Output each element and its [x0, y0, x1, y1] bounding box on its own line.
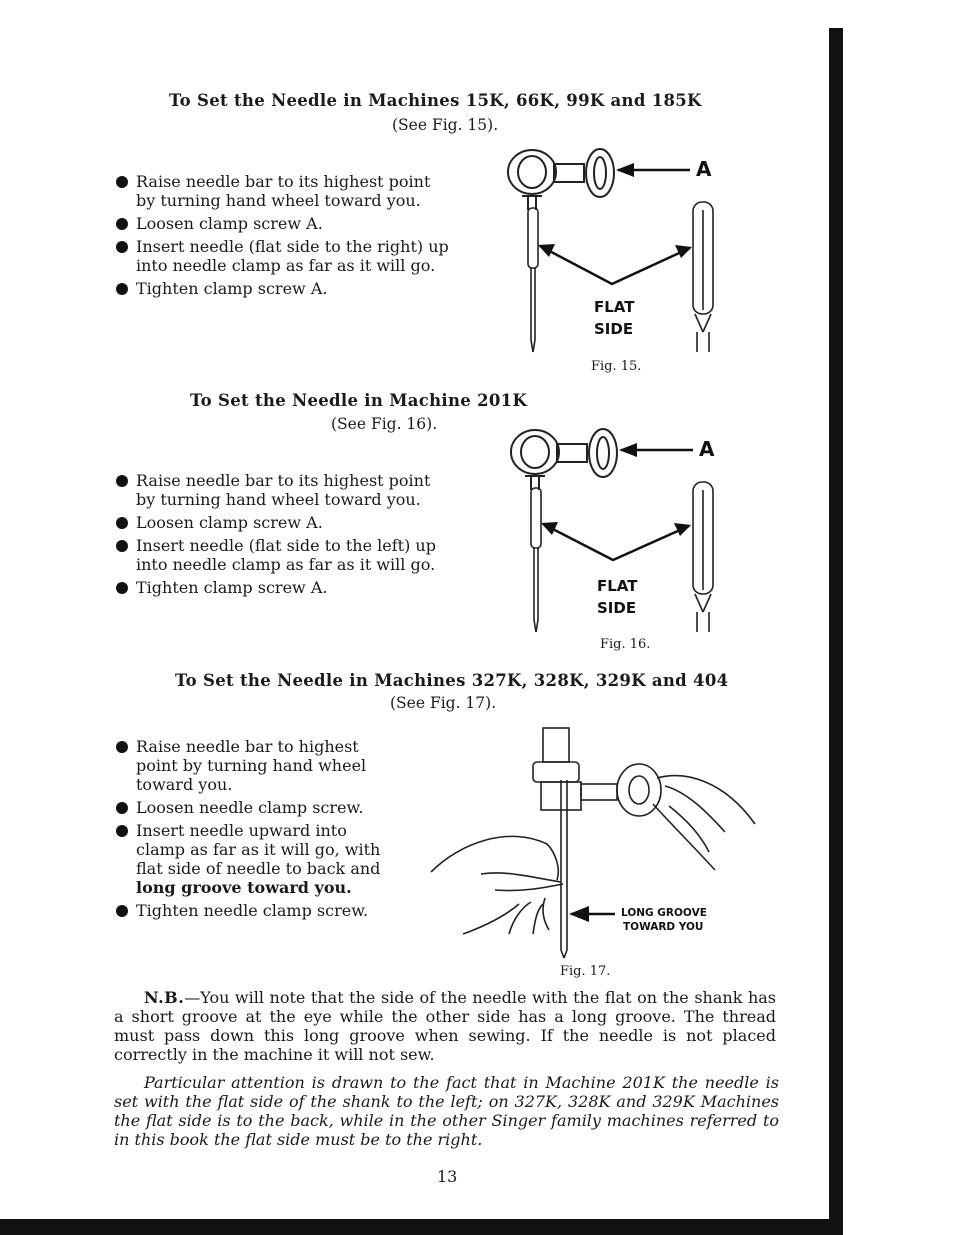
- svg-text:SIDE: SIDE: [597, 599, 637, 617]
- needle-right-icon: [693, 202, 713, 352]
- svg-text:TOWARD YOU: TOWARD YOU: [623, 921, 704, 933]
- emphasis-long-groove: long groove toward you.: [136, 878, 352, 897]
- bullet-icon: [116, 517, 128, 529]
- list-item: Raise needle bar to its highest point by turning hand wheel toward you.: [114, 471, 449, 509]
- section-heading-327k: To Set the Needle in Machines 327K, 328K, 329K and 404: [175, 671, 729, 690]
- svg-text:SIDE: SIDE: [594, 320, 634, 338]
- figure-caption-15: Fig. 15.: [591, 359, 642, 374]
- list-item: Loosen clamp screw A.: [114, 214, 449, 233]
- svg-text:FLAT: FLAT: [594, 298, 635, 316]
- arrow-to-right-needle-icon: [675, 245, 692, 258]
- list-item: Insert needle (flat side to the left) up into needle clamp as far as it will go.: [114, 536, 449, 574]
- list-item: Tighten clamp screw A.: [114, 578, 449, 597]
- right-hand-icon: [657, 776, 755, 824]
- list-item: Tighten needle clamp screw.: [114, 901, 391, 920]
- steps-list-15k: [114, 172, 449, 302]
- clamp-thumbscrew-icon: [617, 764, 661, 816]
- arrow-left-icon: [569, 906, 589, 922]
- bullet-icon: [116, 905, 128, 917]
- list-item: Loosen clamp screw A.: [114, 513, 449, 532]
- bullet-icon: [116, 802, 128, 814]
- page-number: 13: [437, 1167, 458, 1186]
- bullet-icon: [116, 283, 128, 295]
- needle-right-icon: [693, 482, 713, 632]
- figure-caption-17: Fig. 17.: [560, 964, 611, 979]
- bullet-icon: [116, 540, 128, 552]
- see-fig-17: (See Fig. 17).: [390, 694, 497, 712]
- bullet-icon: [116, 475, 128, 487]
- figure-caption-16: Fig. 16.: [600, 637, 651, 652]
- list-item: Tighten clamp screw A.: [114, 279, 449, 298]
- arrow-left-icon: [619, 443, 637, 457]
- needle-left-icon: [531, 488, 541, 632]
- bullet-icon: [116, 825, 128, 837]
- scan-edge-right: [829, 28, 843, 1235]
- bullet-icon: [116, 582, 128, 594]
- attention-paragraph: Particular attention is drawn to the fact that in Machine 201K the needle is set with the flat side of the shank to the left; on 327K, 328K and 329K Machines the flat side is to the back, while in the other Singer family machines referred to in this book the flat side must be to the right.: [114, 1073, 779, 1149]
- bullet-icon: [116, 741, 128, 753]
- needle-left-icon: [528, 208, 538, 352]
- bullet-icon: [116, 176, 128, 188]
- section-heading-15k: To Set the Needle in Machines 15K, 66K, 99K and 185K: [169, 91, 702, 110]
- steps-list-201k: [114, 471, 449, 601]
- see-fig-15: (See Fig. 15).: [392, 116, 499, 134]
- scan-edge-bottom: [0, 1219, 843, 1235]
- list-item: Insert needle (flat side to the right) up into needle clamp as far as it will go.: [114, 237, 449, 275]
- note-paragraph: N.B.—You will note that the side of the needle with the flat on the shank has a short groove at the eye while the other side has a long groove. The thread must pass down this long groove when sewing. If the needle is not placed correctly in the machine it will not sew.: [114, 988, 776, 1064]
- bullet-icon: [116, 241, 128, 253]
- list-item: Raise needle bar to highest point by turning hand wheel toward you.: [114, 737, 391, 794]
- arrow-to-left-needle-icon: [538, 244, 555, 257]
- see-fig-16: (See Fig. 16).: [331, 415, 438, 433]
- svg-text:LONG GROOVE: LONG GROOVE: [621, 907, 707, 919]
- list-item: Insert needle upward into clamp as far as it will go, with flat side of needle to back and long groove toward you.: [114, 821, 391, 897]
- arrow-to-left-needle-icon: [541, 522, 558, 535]
- list-item: Loosen needle clamp screw.: [114, 798, 391, 817]
- list-item: Raise needle bar to its highest point by turning hand wheel toward you.: [114, 172, 449, 210]
- steps-list-327k: [114, 737, 391, 924]
- svg-text:A: A: [696, 157, 712, 181]
- needle-clamp-figure-16: [503, 420, 733, 640]
- svg-text:FLAT: FLAT: [597, 577, 638, 595]
- note-label: N.B.: [144, 988, 185, 1007]
- needle-clamp-figure-15: [500, 140, 730, 360]
- bullet-icon: [116, 218, 128, 230]
- section-heading-201k: To Set the Needle in Machine 201K: [190, 391, 528, 410]
- arrow-left-icon: [616, 163, 634, 177]
- arrow-to-right-needle-icon: [674, 523, 691, 536]
- hand-inserting-needle-figure-17: [425, 720, 765, 960]
- svg-text:A: A: [699, 437, 715, 461]
